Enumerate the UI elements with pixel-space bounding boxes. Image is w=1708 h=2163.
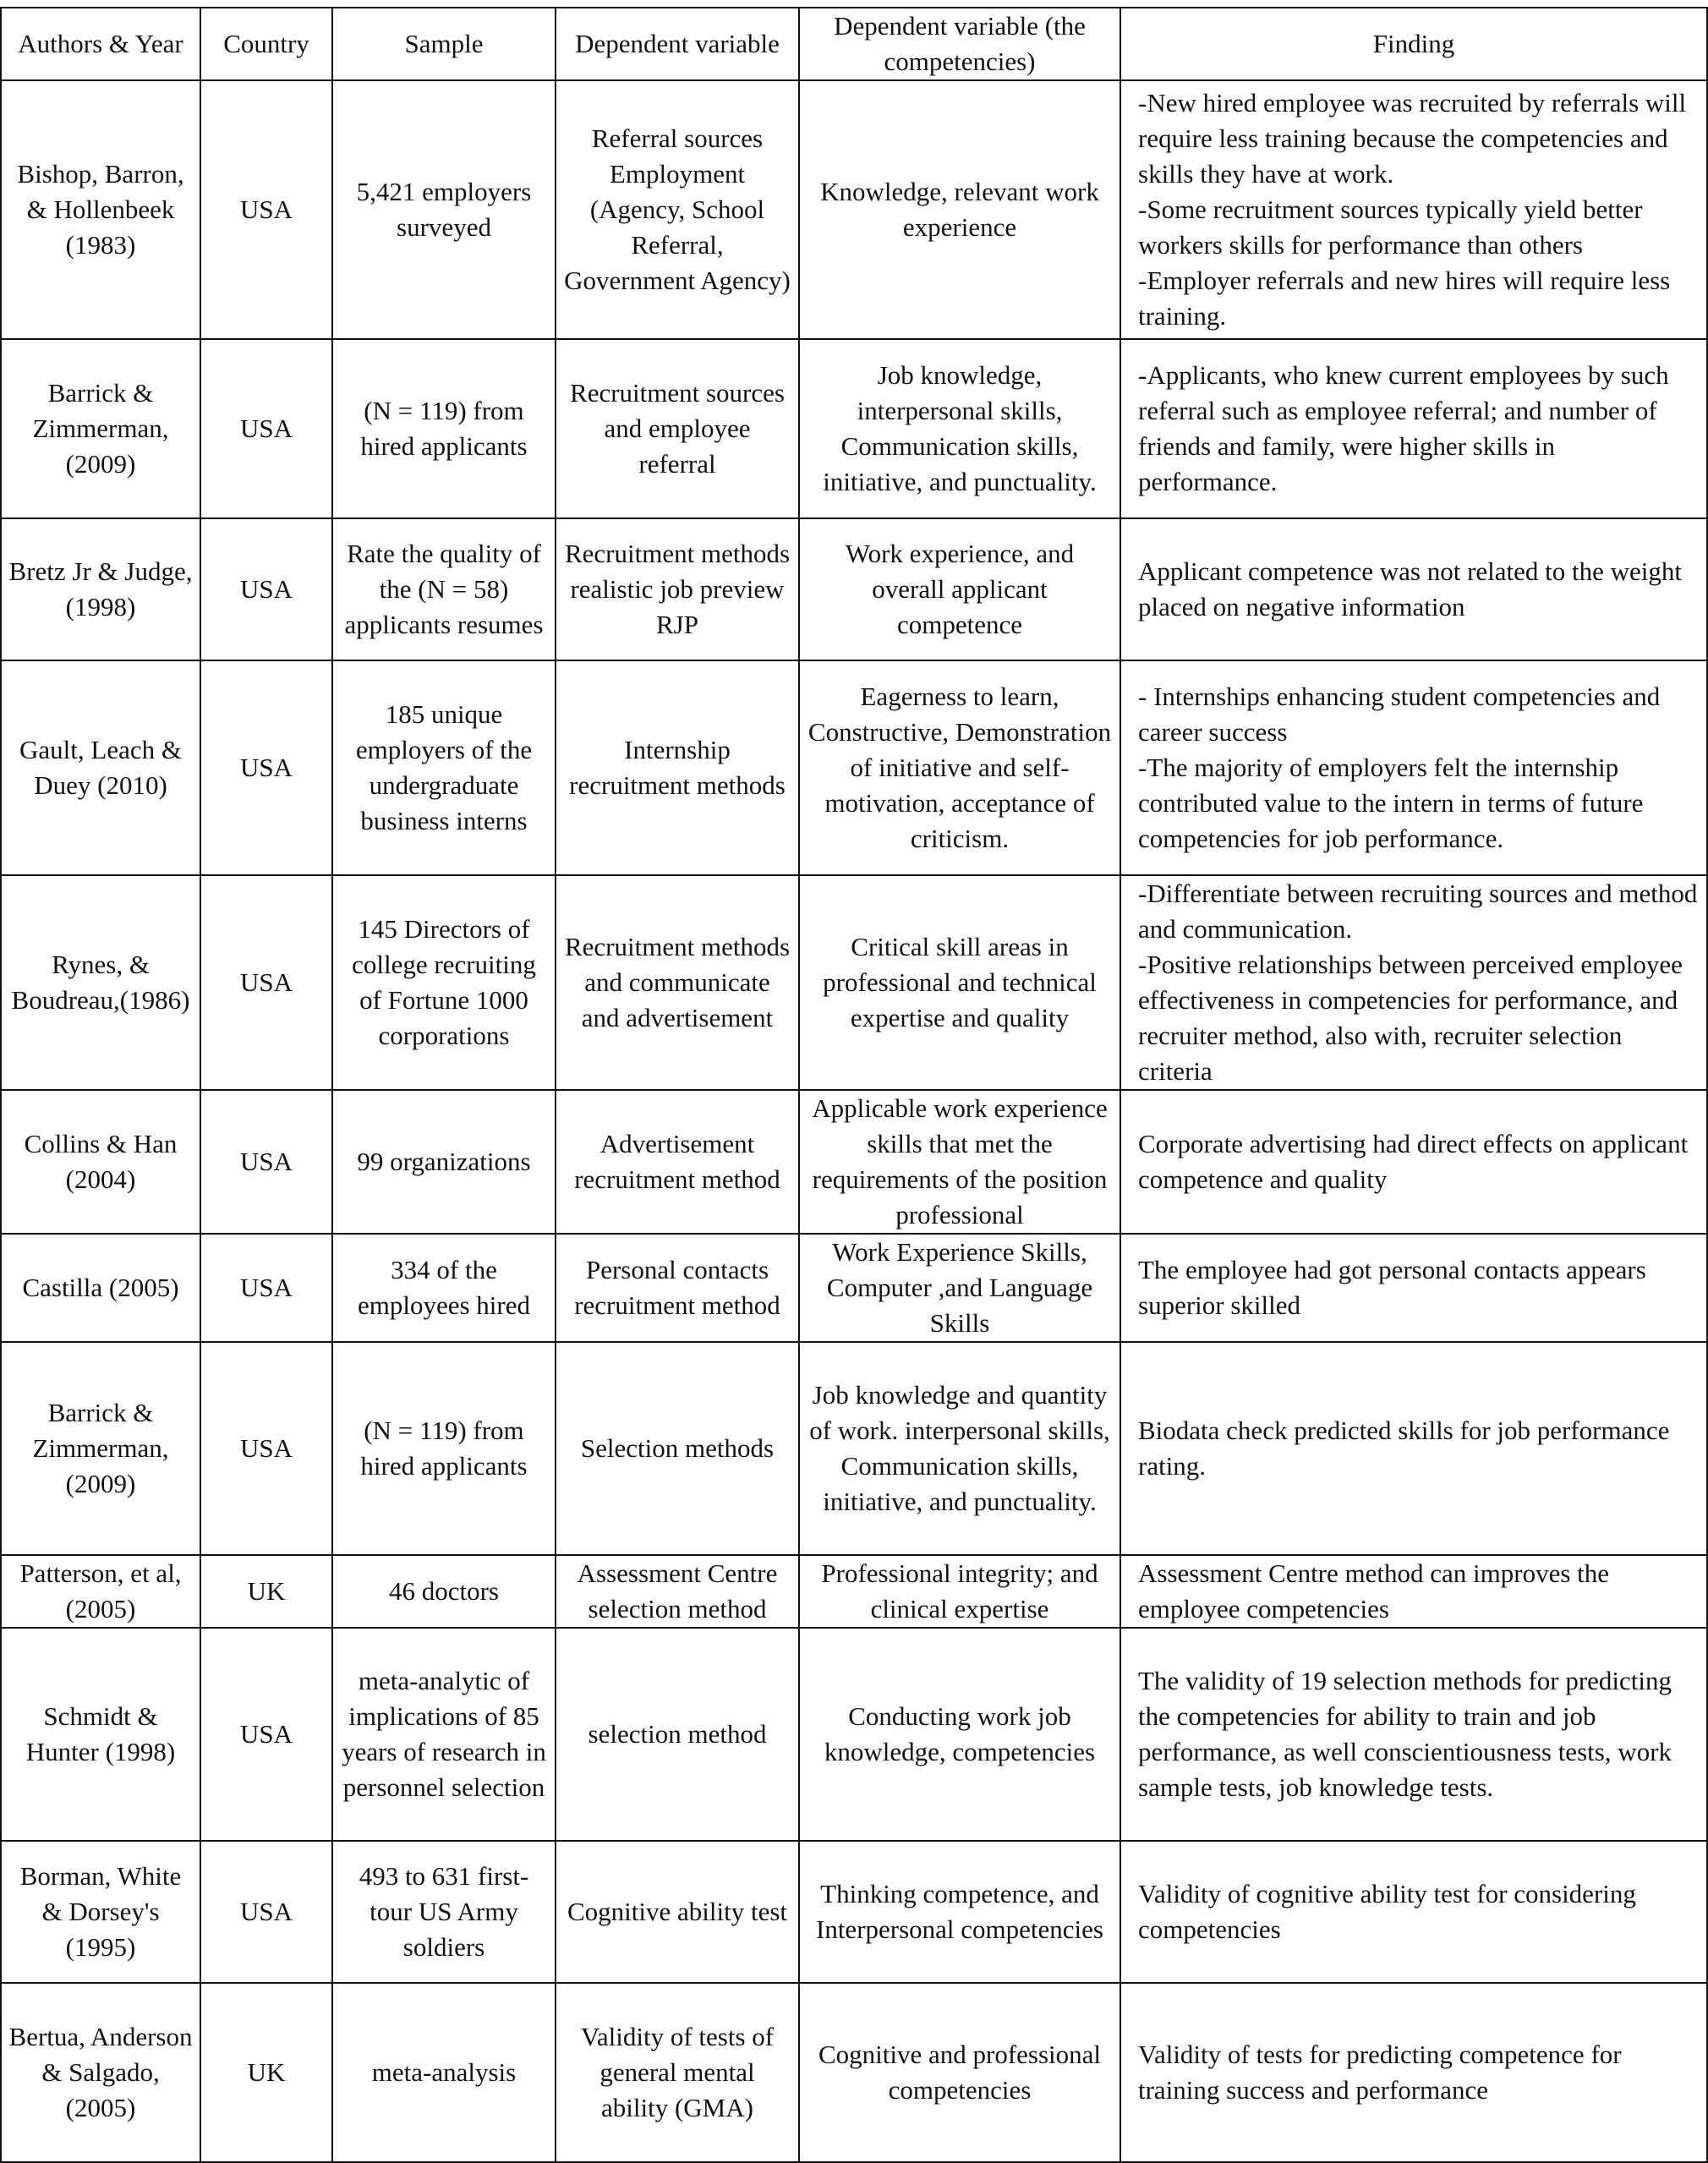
cell-dependent-variable: Referral sources Employment (Agency, School Referral, Government Agency) [556,80,799,339]
cell-dependent-variable: Advertisement recruitment method [556,1090,799,1234]
cell-authors: Rynes, & Boudreau,(1986) [1,875,200,1090]
cell-country: USA [200,1628,332,1841]
table-row [1,1555,1707,1628]
cell-competencies: Conducting work job knowledge, competencies [799,1628,1120,1841]
cell-authors: Patterson, et al, (2005) [1,1555,200,1628]
finding-line: Corporate advertising had direct effects on applicant competence and quality [1138,1129,1689,1194]
cell-competencies: Knowledge, relevant work experience [799,80,1120,339]
cell-country: USA [200,80,332,339]
cell-authors: Bertua, Anderson & Salgado, (2005) [1,1983,200,2162]
cell-country: UK [200,1555,332,1628]
cell-finding [1120,1234,1707,1342]
cell-country: USA [200,1090,332,1234]
cell-sample: 99 organizations [332,1090,556,1234]
cell-dependent-variable: Internship recruitment methods [556,660,799,875]
table-row [1,1841,1707,1983]
cell-sample: 145 Directors of college recruiting of Fortune 1000 corporations [332,875,556,1090]
cell-finding [1120,518,1707,660]
finding-line: Assessment Centre method can improves the employee competencies [1138,1558,1610,1624]
cell-sample: meta-analysis [332,1983,556,2162]
finding-line: - Internships enhancing student competencies and career success [1138,682,1661,747]
cell-dependent-variable: Recruitment sources and employee referral [556,339,799,518]
cell-competencies: Job knowledge, interpersonal skills, Communication skills, initiative, and punctuality. [799,339,1120,518]
cell-authors: Barrick & Zimmerman, (2009) [1,1342,200,1555]
cell-finding [1120,1628,1707,1841]
cell-country: UK [200,1983,332,2162]
cell-country: USA [200,339,332,518]
cell-sample: meta-analytic of implications of 85 years of research in personnel selection [332,1628,556,1841]
cell-dependent-variable: Recruitment methods realistic job preview RJP [556,518,799,660]
cell-country: USA [200,1234,332,1342]
table-row [1,80,1707,339]
cell-competencies: Work experience, and overall applicant competence [799,518,1120,660]
finding-line: -Positive relationships between perceived employee effectiveness in competencies for performance, and recruiter method, also with, recruiter selection criteria [1138,950,1683,1086]
finding-line: -The majority of employers felt the internship contributed value to the intern in terms of future competencies for job performance. [1138,753,1644,853]
table-row [1,518,1707,660]
cell-country: USA [200,1342,332,1555]
cell-competencies: Job knowledge and quantity of work. interpersonal skills, Communication skills, initiative, and punctuality. [799,1342,1120,1555]
table-row [1,1234,1707,1342]
cell-competencies: Thinking competence, and Interpersonal competencies [799,1841,1120,1983]
cell-finding [1120,1342,1707,1555]
finding-line: Applicant competence was not related to the weight placed on negative information [1138,556,1683,622]
cell-finding [1120,339,1707,518]
cell-dependent-variable: selection method [556,1628,799,1841]
cell-sample: 334 of the employees hired [332,1234,556,1342]
table-row [1,875,1707,1090]
cell-country: USA [200,1841,332,1983]
cell-sample: Rate the quality of the (N = 58) applicants resumes [332,518,556,660]
cell-dependent-variable: Validity of tests of general mental ability (GMA) [556,1983,799,2162]
finding-line: Validity of tests for predicting competence for training success and performance [1138,2040,1622,2105]
cell-authors: Borman, White & Dorsey's (1995) [1,1841,200,1983]
cell-competencies: Professional integrity; and clinical expertise [799,1555,1120,1628]
finding-line: -New hired employee was recruited by referrals will require less training because the competencies and skills they have at work. [1138,88,1687,189]
cell-country: USA [200,875,332,1090]
cell-finding [1120,1090,1707,1234]
cell-finding [1120,80,1707,339]
cell-competencies: Cognitive and professional competencies [799,1983,1120,2162]
cell-finding [1120,660,1707,875]
cell-authors: Bretz Jr & Judge, (1998) [1,518,200,660]
cell-authors: Collins & Han (2004) [1,1090,200,1234]
cell-dependent-variable: Selection methods [556,1342,799,1555]
header-country: Country [200,8,332,80]
finding-line: -Differentiate between recruiting sources and method and communication. [1138,879,1698,944]
header-row [1,8,1707,80]
finding-line: Validity of cognitive ability test for considering competencies [1138,1879,1636,1944]
finding-line: Biodata check predicted skills for job performance rating. [1138,1416,1670,1481]
cell-dependent-variable: Cognitive ability test [556,1841,799,1983]
finding-line: -Employer referrals and new hires will require less training. [1138,266,1671,331]
cell-sample: 493 to 631 first-tour US Army soldiers [332,1841,556,1983]
cell-authors: Barrick & Zimmerman, (2009) [1,339,200,518]
header-finding: Finding [1120,8,1707,80]
cell-authors: Bishop, Barron, & Hollenbeek (1983) [1,80,200,339]
cell-competencies: Eagerness to learn, Constructive, Demonstration of initiative and self-motivation, acceptance of criticism. [799,660,1120,875]
cell-country: USA [200,660,332,875]
cell-authors: Castilla (2005) [1,1234,200,1342]
finding-line: The validity of 19 selection methods for predicting the competencies for ability to train and job performance, as well conscientiousness tests, work sample tests, job knowledge tests. [1138,1666,1672,1802]
header-sample: Sample [332,8,556,80]
finding-line: The employee had got personal contacts appears superior skilled [1138,1255,1646,1320]
cell-sample: 46 doctors [332,1555,556,1628]
header-competencies: Dependent variable (the competencies) [799,8,1120,80]
cell-finding [1120,875,1707,1090]
cell-dependent-variable: Recruitment methods and communicate and advertisement [556,875,799,1090]
table-row [1,1090,1707,1234]
finding-line: -Some recruitment sources typically yield better workers skills for performance than others [1138,194,1643,260]
cell-sample: (N = 119) from hired applicants [332,339,556,518]
table-row [1,339,1707,518]
table-row [1,660,1707,875]
cell-country: USA [200,518,332,660]
cell-finding [1120,1841,1707,1983]
table-body [1,80,1707,2162]
cell-competencies: Applicable work experience skills that met the requirements of the position professional [799,1090,1120,1234]
cell-finding [1120,1983,1707,2162]
cell-dependent-variable: Assessment Centre selection method [556,1555,799,1628]
cell-competencies: Critical skill areas in professional and technical expertise and quality [799,875,1120,1090]
cell-finding [1120,1555,1707,1628]
cell-dependent-variable: Personal contacts recruitment method [556,1234,799,1342]
finding-line: -Applicants, who knew current employees by such referral such as employee referral; and number of friends and family, were higher skills in performance. [1138,360,1669,496]
cell-sample: 5,421 employers surveyed [332,80,556,339]
table-row [1,1983,1707,2162]
cell-authors: Schmidt & Hunter (1998) [1,1628,200,1841]
table-row [1,1342,1707,1555]
cell-sample: 185 unique employers of the undergraduate business interns [332,660,556,875]
cell-authors: Gault, Leach & Duey (2010) [1,660,200,875]
cell-sample: (N = 119) from hired applicants [332,1342,556,1555]
table-row [1,1628,1707,1841]
header-dependent-variable: Dependent variable [556,8,799,80]
literature-review-table [0,7,1708,2163]
header-authors: Authors & Year [1,8,200,80]
cell-competencies: Work Experience Skills, Computer ,and Language Skills [799,1234,1120,1342]
